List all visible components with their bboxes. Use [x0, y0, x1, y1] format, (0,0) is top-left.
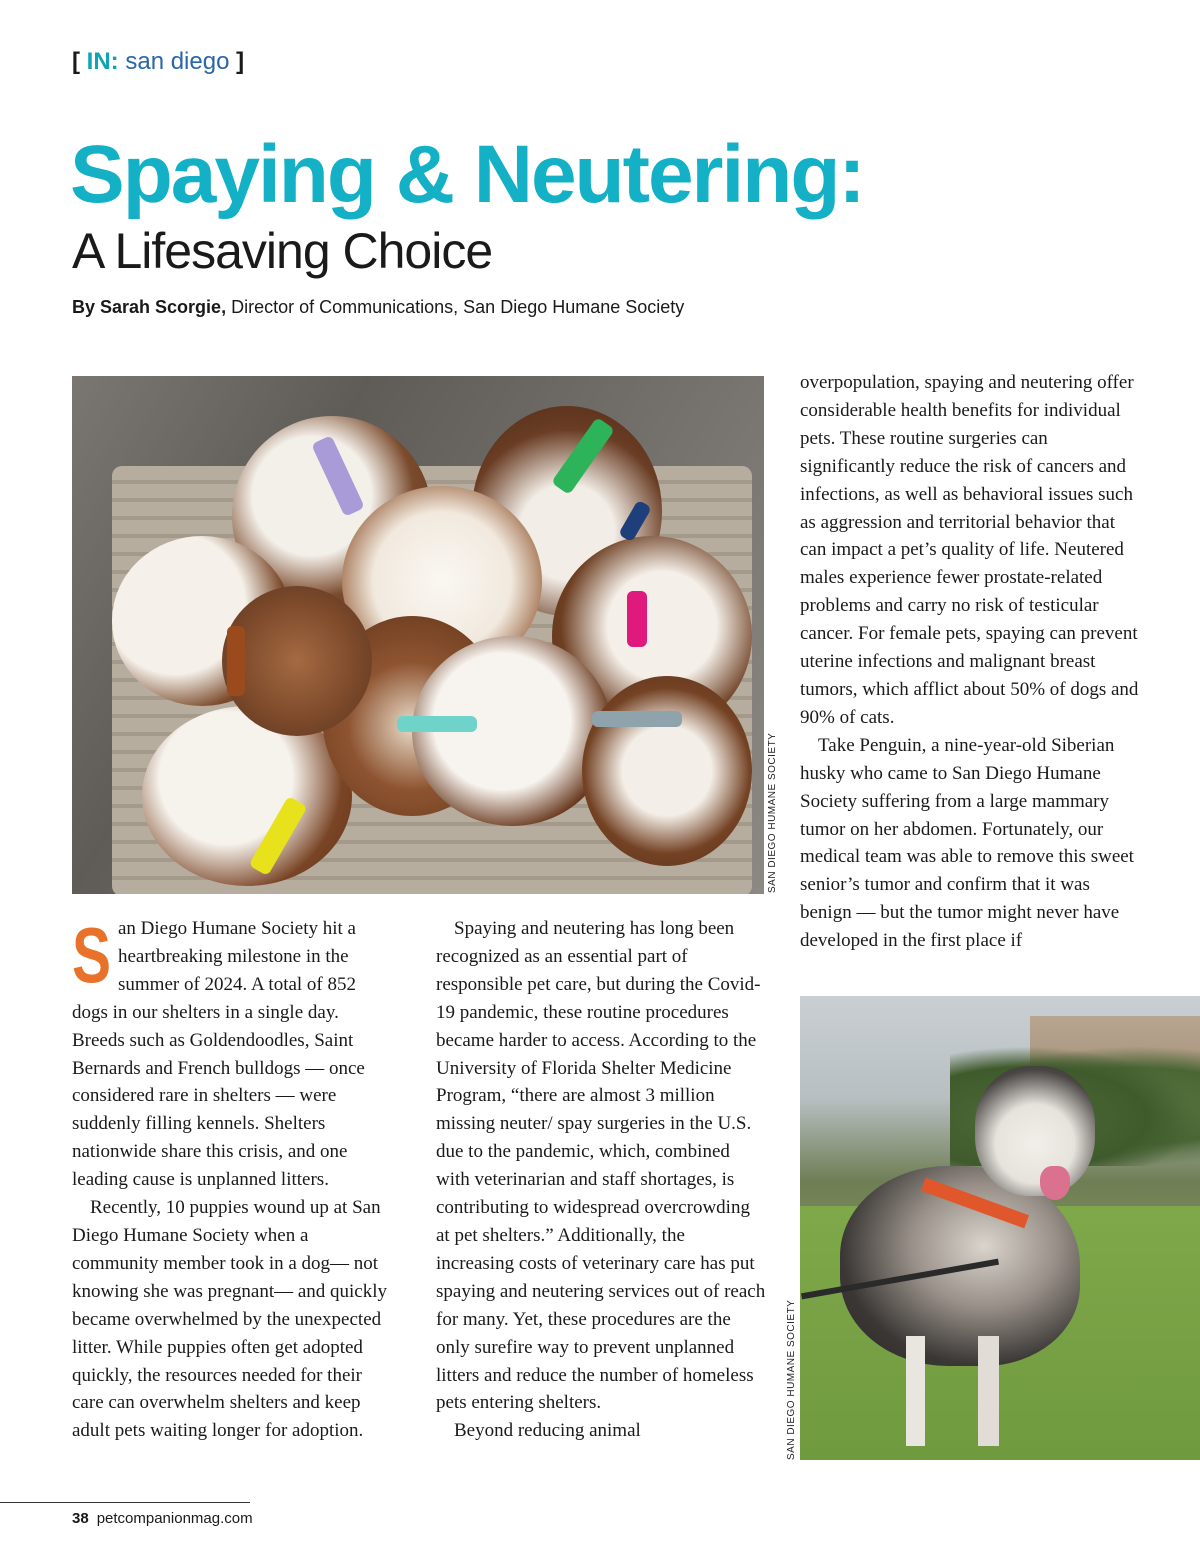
section-tag — [72, 48, 244, 76]
collar-brown — [227, 626, 245, 696]
husky-legs — [890, 1336, 1050, 1446]
husky-photo — [800, 996, 1200, 1460]
site-name: petcompanionmag.com — [96, 1510, 253, 1527]
puppy — [582, 676, 752, 866]
puppies-photo — [72, 376, 764, 894]
article-title: Spaying & Neutering: — [70, 129, 864, 220]
article-paragraph: Take Penguin, a nine-year-old Siberian husky who came to San Diego Humane Society suffering from a large mammary tumor on her abdomen. Fortunately, our medical team was able to remove this sweet senior’s tumor and confirm that it was benign — but the tumor might never have developed in the first place if — [800, 734, 1134, 952]
collar-teal — [397, 716, 477, 732]
husky-tongue — [1040, 1166, 1070, 1200]
article-paragraph: Spaying and neutering has long been recognized as an essential part of responsible pet care, but during the Covid-19 pandemic, these routine procedures became harder to access. According to the University of Florida Shelter Medicine Program, “there are almost 3 million missing neuter/ spay surgeries in the U.S. due to the pandemic, which, combined with veterinarian and staff shortages, is contributing to widespread overcrowding at pet shelters.” Additionally, the increasing costs of veterinary care has put spaying and neutering services out of reach for many. Yet, these procedures are the only surefire way to prevent unplanned litters and reduce the number of homeless pets entering shelters. — [436, 918, 766, 1414]
article-column-1 — [72, 911, 392, 1445]
husky-head — [975, 1066, 1095, 1196]
footer-rule — [0, 1502, 250, 1503]
article-column-2 — [436, 915, 766, 1445]
article-paragraph: Beyond reducing animal — [454, 1420, 641, 1442]
article-subtitle: A Lifesaving Choice — [72, 223, 493, 279]
article-paragraph — [72, 911, 392, 1194]
collar-pink — [627, 591, 647, 647]
byline — [72, 297, 684, 318]
puppy — [142, 706, 352, 886]
section-tag-location: san diego — [125, 48, 230, 75]
drop-cap: S — [72, 911, 112, 999]
byline-role: Director of Communications, San Diego Humane Society — [231, 297, 685, 317]
section-tag-close-bracket: ] — [236, 48, 245, 75]
page-number: 38 — [72, 1510, 89, 1527]
section-tag-prefix: IN: — [86, 48, 119, 75]
paragraph-text: an Diego Humane Society hit a heartbreaking milestone in the summer of 2024. A total of 852 dogs in our shelters in a single day. Breeds such as Goldendoodles, Saint Bernards and French bulldogs — once considered rare in shelters — were suddenly filling kennels. Shelters nationwide share this crisis, and one leading cause is unplanned litters. — [72, 918, 365, 1191]
byline-author: By Sarah Scorgie, — [72, 297, 227, 317]
article-paragraph: Recently, 10 puppies wound up at San Diego Humane Society when a community member took in a dog— not knowing she was pregnant— and quickly became overwhelmed by the unexpected litter. While puppies often get adopted quickly, the resources needed for their care can overwhelm shelters and keep adult pets waiting longer for adoption. — [72, 1197, 388, 1442]
page-footer — [72, 1510, 253, 1527]
article-column-3 — [800, 369, 1140, 955]
photo-credit: SAN DIEGO HUMANE SOCIETY — [786, 1299, 797, 1460]
photo-credit: SAN DIEGO HUMANE SOCIETY — [767, 732, 778, 893]
section-tag-open-bracket: [ — [72, 48, 80, 75]
article-paragraph: overpopulation, spaying and neutering offer considerable health benefits for individual pets. These routine surgeries can significantly reduce the risk of cancers and infections, as well as behavioral issues such as aggression and territorial behavior that can impact a pet’s quality of life. Neutered males experience fewer prostate-related problems and carry no risk of testicular cancer. For female pets, spaying can prevent uterine infections and malignant breast tumors, which afflict about 50% of dogs and 90% of cats. — [800, 372, 1139, 728]
collar-gray — [592, 711, 682, 727]
